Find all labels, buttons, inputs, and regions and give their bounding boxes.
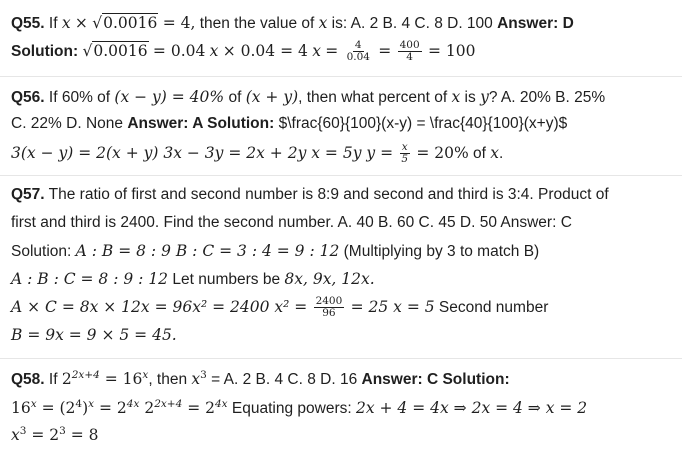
q55-solution-label: Solution: xyxy=(11,43,79,60)
q56-period: . xyxy=(499,145,504,162)
q56-text-of: of xyxy=(468,145,491,162)
q58-if: If xyxy=(48,371,62,388)
q56-question xyxy=(11,86,605,110)
q57-solution-4 xyxy=(11,324,177,348)
q58-eq16: = 16 xyxy=(99,370,143,388)
q58-sol-m5: 2 xyxy=(139,399,155,417)
q55-sol-x2: x xyxy=(312,42,321,60)
q55-sqrt: √0.0016 xyxy=(92,14,158,32)
q58-sol-16: 16 xyxy=(11,399,31,417)
divider xyxy=(0,175,682,176)
q55-options: is: A. 2 B. 4 C. 8 D. 100 xyxy=(327,15,498,32)
q55-sol-part3: = xyxy=(325,42,339,60)
q58-final-x: x xyxy=(11,426,20,444)
q57-combined-ratio: A : B : C = 8 : 9 : 12 xyxy=(11,270,169,288)
q55-radicand: 0.0016 xyxy=(103,14,158,32)
q56-math-result: = 20% xyxy=(416,144,469,162)
q56-math-2: (x + y) xyxy=(245,88,299,106)
q56-text-c: , then what percent of xyxy=(298,89,452,106)
q58-solution-1 xyxy=(11,397,587,421)
q58-base: 2 xyxy=(61,370,72,388)
q58-sol-e5: 2x+4 xyxy=(154,398,183,410)
q56-options-1: ? A. 20% B. 25% xyxy=(488,89,606,106)
q57-solution-1 xyxy=(11,240,539,264)
q56-text-b: of xyxy=(224,89,246,106)
divider xyxy=(0,358,682,359)
q58-sol-m3: ) xyxy=(82,399,89,417)
q58-solution-2 xyxy=(11,424,99,448)
q56-math-3: x xyxy=(451,88,461,106)
q57-note: (Multiplying by 3 to match B) xyxy=(339,243,540,260)
q55-expr-x: x xyxy=(61,14,71,32)
q55-solution xyxy=(11,40,475,64)
q58-solve-math: 2x + 4 = 4x ⇒ 2x = 4 ⇒ x = 2 xyxy=(355,399,588,417)
q56-math-1: (x − y) = 40% xyxy=(114,88,225,106)
q56-fraction xyxy=(399,142,410,165)
q55-answer: Answer: D xyxy=(497,15,574,32)
q55-sol-part2: × 0.04 = 4 xyxy=(222,42,308,60)
q57-product-math: A × C = 8x × 12x = 96x² = 2400 x² = xyxy=(11,298,308,316)
q55-var: x xyxy=(318,14,328,32)
q58-exp2: x xyxy=(142,369,149,381)
q57-solution-label: Solution: xyxy=(11,243,72,260)
q55-f2-num: 400 xyxy=(399,39,420,52)
q58-equating-text: Equating powers: xyxy=(227,400,356,417)
q56-math-steps: 3(x − y) = 2(x + y) 3x − 3y = 2x + 2y x = 5y y = xyxy=(11,144,394,162)
q58-label: Q58. xyxy=(11,371,45,388)
q57-question-1 xyxy=(11,184,609,208)
q58-sol-e2: 4 xyxy=(75,398,83,410)
q58-final-8: = 8 xyxy=(65,426,99,444)
q58-sol-e1: x xyxy=(30,398,37,410)
q55-expr-eq: = 4, xyxy=(162,14,196,32)
q56-label: Q56. xyxy=(11,89,45,106)
q55-sol-eq2: = xyxy=(378,42,392,60)
q56-line-3 xyxy=(11,142,503,166)
q58-sol-m2: = (2 xyxy=(36,399,76,417)
q58-sol-m6: = 2 xyxy=(182,399,215,417)
q56-options-2: C. 22% D. None xyxy=(11,115,128,132)
q56-text-a: If 60% of xyxy=(48,89,115,106)
q57-text-1: The ratio of first and second number is 8:9 and second and third is 3:4. Product of xyxy=(48,186,609,203)
q55-fraction-1 xyxy=(345,40,372,63)
q57-final-math: B = 9x = 9 × 5 = 45. xyxy=(11,326,177,344)
q55-sol-result: = 100 xyxy=(427,42,476,60)
q56-line-2 xyxy=(11,113,567,137)
q55-stem: then the value of xyxy=(195,15,319,32)
q55-if: If xyxy=(48,15,58,32)
q58-exp: 2x+4 xyxy=(71,369,100,381)
q56-text-d: is xyxy=(460,89,481,106)
divider xyxy=(0,76,682,77)
q57-label: Q57. xyxy=(11,186,45,203)
q58-answer: Answer: C Solution: xyxy=(361,371,510,388)
q55-f2-den: 4 xyxy=(406,51,413,64)
q58-final-2: = 2 xyxy=(26,426,60,444)
q57-fraction xyxy=(314,296,345,319)
q58-final-exp: 3 xyxy=(19,425,27,437)
q57-solution-3 xyxy=(11,296,548,320)
q56-f-den: 5 xyxy=(401,153,409,166)
q55-sol-x1: x xyxy=(209,42,219,60)
q57-question-2 xyxy=(11,212,572,236)
q57-text-2: first and third is 2400. Find the second number. A. 40 B. 60 C. 45 D. 50 Answer: C xyxy=(11,214,572,231)
q58-then: , then xyxy=(148,371,192,388)
q58-final-exp2: 3 xyxy=(59,425,66,437)
q57-let-text: Let numbers be xyxy=(168,271,285,288)
q55-expr-times: × xyxy=(74,14,88,32)
q55-fraction-2 xyxy=(398,40,422,63)
q57-solve-math: = 25 x = 5 xyxy=(350,298,435,316)
q55-sol-part1: = 0.04 xyxy=(152,42,206,60)
q58-options: = A. 2 B. 4 C. 8 D. 16 xyxy=(206,371,362,388)
q57-ratio-math: A : B = 8 : 9 B : C = 3 : 4 = 9 : 12 xyxy=(75,242,340,260)
q55-label: Q55. xyxy=(11,15,45,32)
q55-f1-num: 4 xyxy=(354,39,362,52)
q56-math-4: y xyxy=(480,88,489,106)
q56-f-num: x xyxy=(401,141,408,154)
q58-x-exp: 3 xyxy=(200,369,207,381)
q58-sol-e6: 4x xyxy=(214,398,228,410)
q55-f1-den: 0.04 xyxy=(346,51,370,64)
q55-question xyxy=(11,12,574,36)
q56-latex-source: $\frac{60}{100}(x-y) = \frac{40}{100}(x+y)$ xyxy=(274,115,568,132)
q57-f-den: 96 xyxy=(322,307,336,320)
q57-f-num: 2400 xyxy=(315,295,343,308)
q58-x: x xyxy=(191,370,201,388)
q58-sol-e3: x xyxy=(88,398,95,410)
q56-math-x: x xyxy=(490,144,500,162)
q58-question xyxy=(11,368,510,392)
q55-sol-radicand: 0.0016 xyxy=(93,42,148,60)
q55-sol-sqrt: √0.0016 xyxy=(82,42,148,60)
q58-sol-e4: 4x xyxy=(126,398,140,410)
q57-numbers-math: 8x, 9x, 12x. xyxy=(284,270,375,288)
q57-second-number-text: Second number xyxy=(434,299,549,316)
q57-solution-2 xyxy=(11,268,375,292)
q56-answer: Answer: A Solution: xyxy=(127,115,275,132)
q58-sol-m4: = 2 xyxy=(94,399,127,417)
